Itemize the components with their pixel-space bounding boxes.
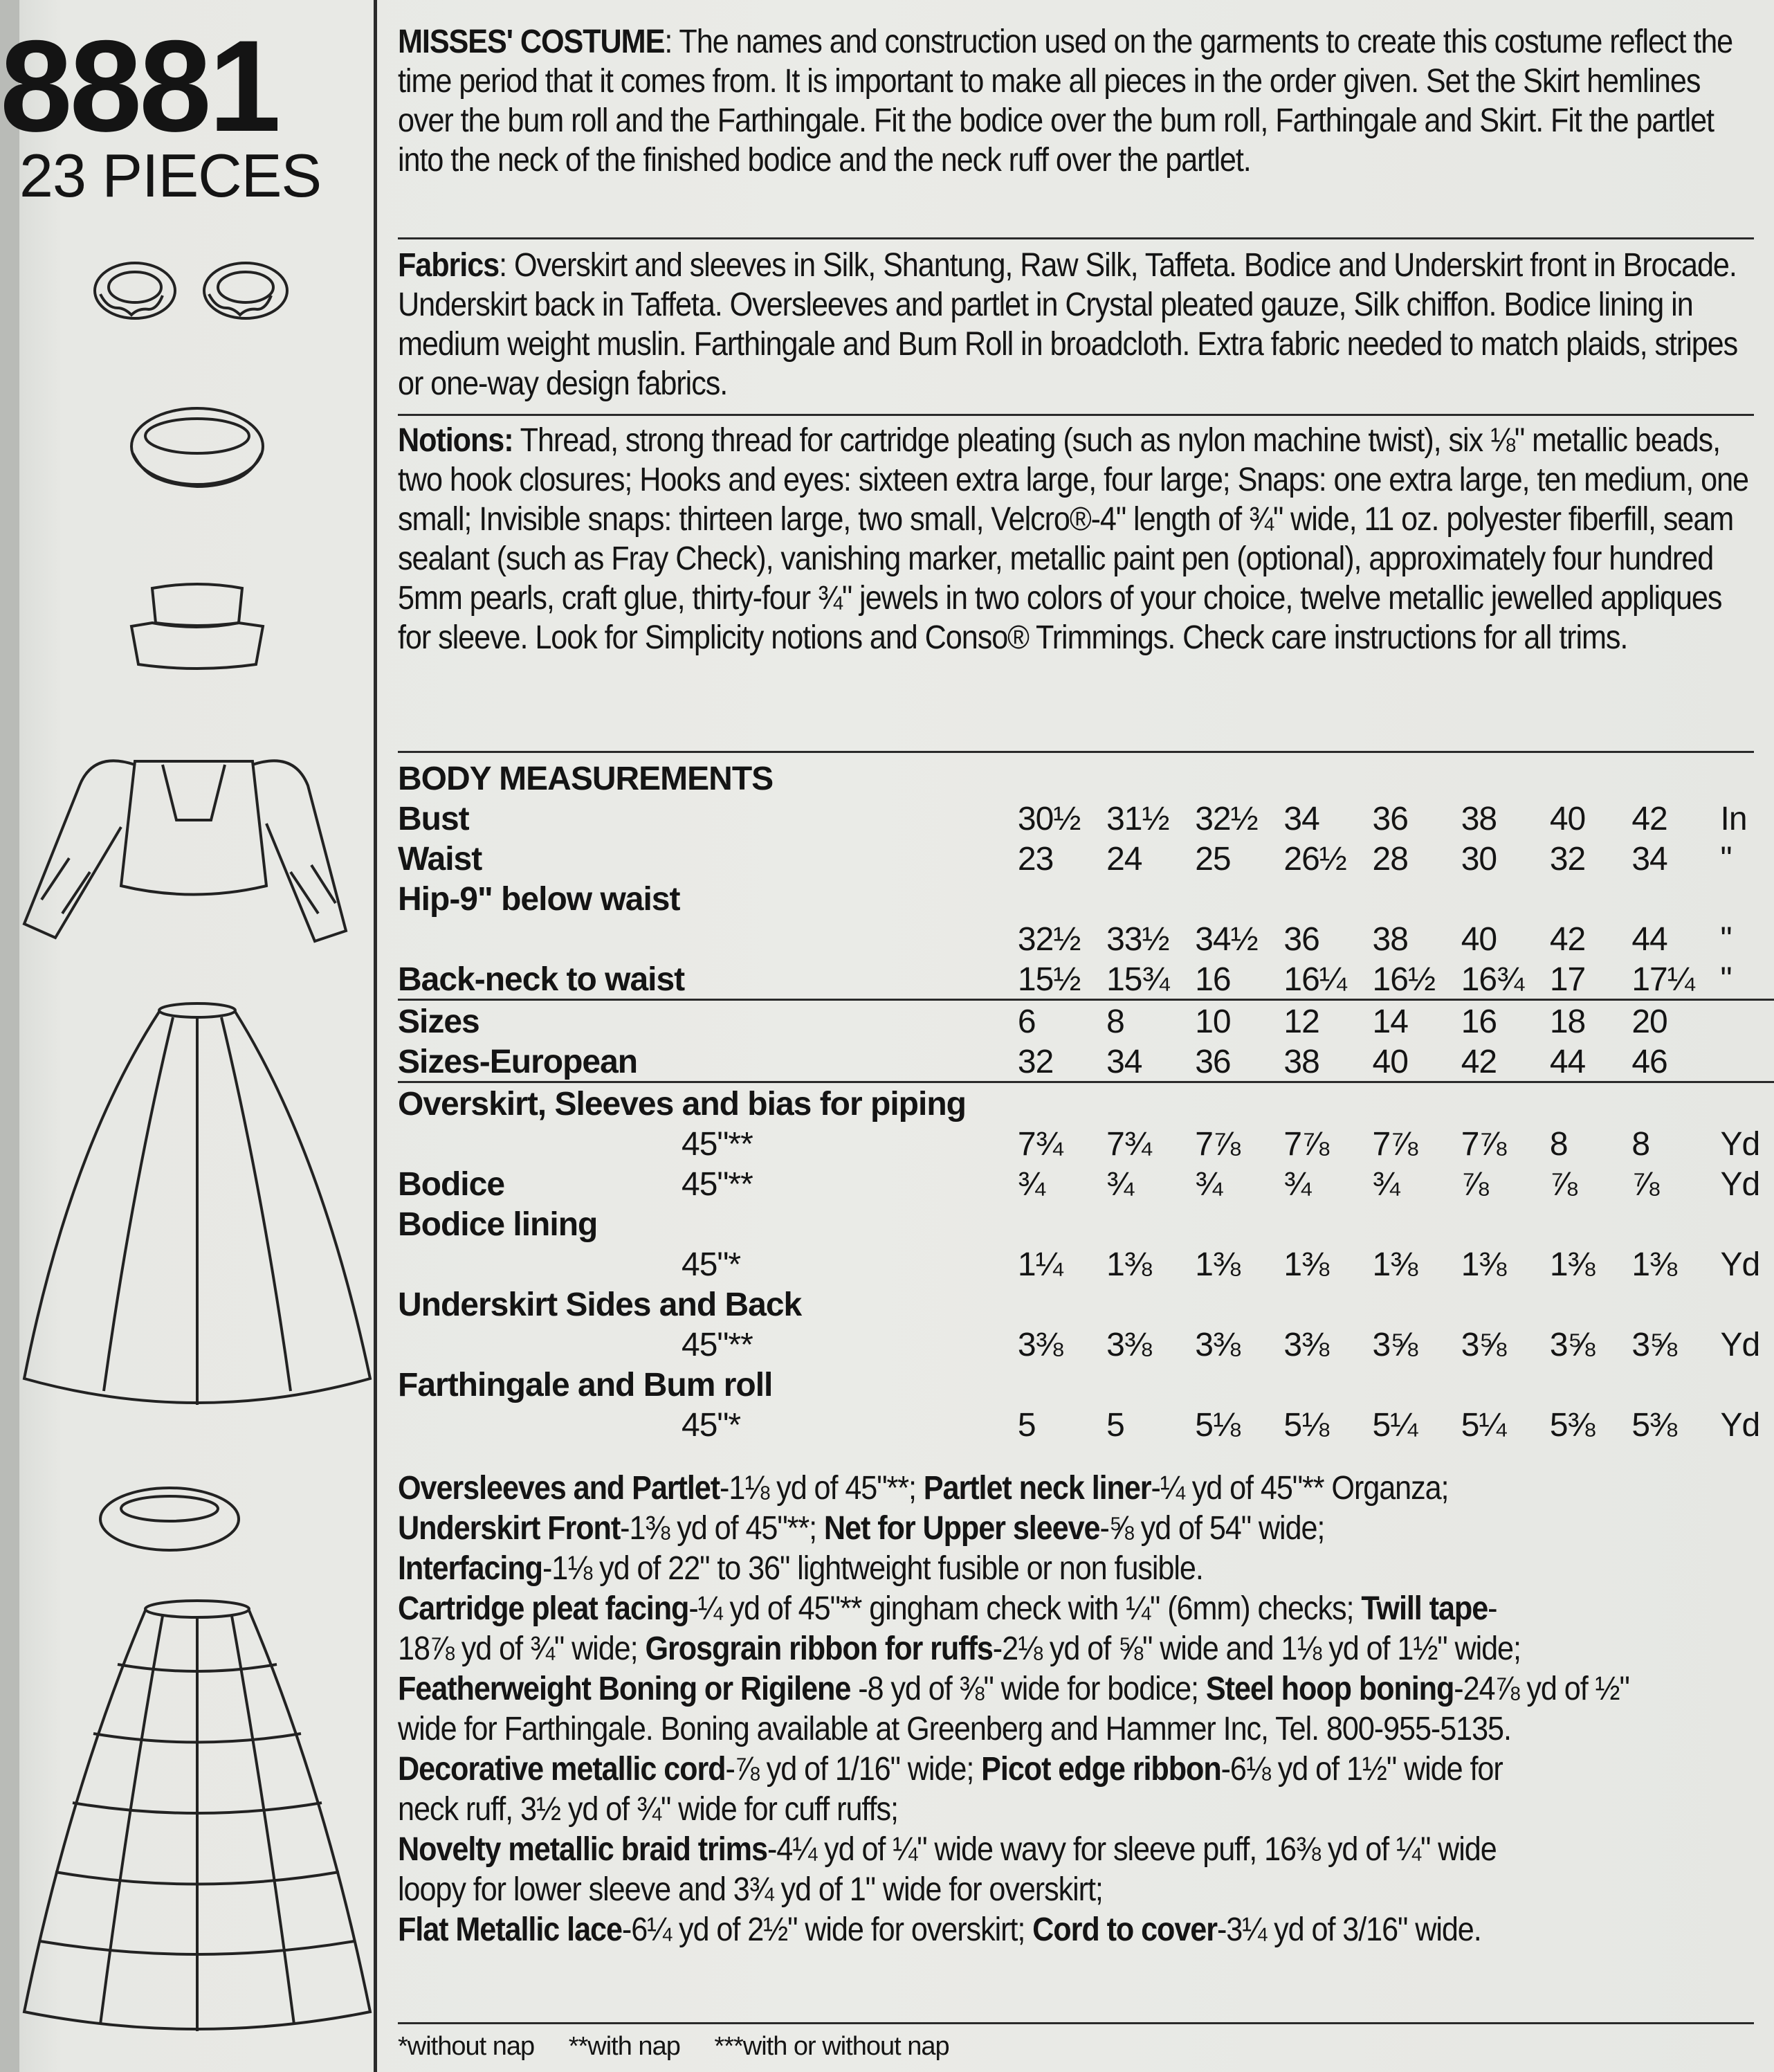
item-name: Cartridge pleat facing	[398, 1590, 689, 1627]
table-cell: 46	[1631, 1044, 1667, 1080]
pattern-number: 8881	[0, 13, 279, 158]
table-cell: 5⅛	[1195, 1407, 1240, 1444]
fabrics-text: : Overskirt and sleeves in Silk, Shantung, Raw Silk, Taffeta. Bodice and Underskirt front in Brocade. Underskirt back in Taffeta. Oversleeves and partlet in Crystal pleated gauze, Silk chiffon. Bodice lining in medium weight muslin. Farthingale and Bum Roll in broadcloth. Extra fabric needed to match plaids, stripes or one-way design fabrics.	[398, 247, 1738, 402]
table-cell: 5¼	[1372, 1407, 1418, 1444]
table-cell: 1⅜	[1195, 1246, 1240, 1283]
table-cell: 32½	[1017, 921, 1081, 958]
table-cell: 18	[1549, 1003, 1586, 1040]
notion-line	[398, 1469, 1755, 1509]
notion-line	[398, 1709, 1755, 1750]
unit-cell: "	[1720, 921, 1732, 958]
table-cell: 7⅞	[1195, 1126, 1240, 1163]
item-detail: -24⅞ yd of ½"	[1454, 1671, 1629, 1707]
table-cell: 30	[1461, 841, 1497, 878]
unit-cell: Yd	[1720, 1166, 1760, 1203]
table-row	[398, 1244, 1774, 1284]
table-row	[398, 1082, 1774, 1124]
table-cell: 5¼	[1461, 1407, 1506, 1444]
row-label: Back-neck to waist	[398, 961, 685, 998]
table-cell: 16½	[1372, 961, 1435, 998]
footnote: *without nap	[398, 2032, 535, 2061]
item-detail: -3¼ yd of 3/16" wide.	[1216, 1911, 1481, 1948]
table-cell: 8	[1631, 1126, 1650, 1163]
notions-extras	[398, 1469, 1761, 1950]
item-detail: -8 yd of ⅜" wide for bodice;	[850, 1671, 1206, 1707]
notions-text: Thread, strong thread for cartridge pleating (such as nylon machine twist), six ⅛" metallic beads, two hook closures; Hooks and eyes: sixteen extra large, four large; Snaps: one extra large, ten medium, one small; Invisible snaps: thirteen large, two small, Velcro®-4" length of ¾" wide, 11 oz. polyester fiberfill, seam sealant (such as Fray Check), vanishing marker, metallic paint pen (optional), approximately four hundred 5mm pearls, craft glue, thirty-four ¾" jewels in two colors of your choice, twelve metallic jewelled appliques for sleeve. Look for Simplicity notions and Conso® Trimmings. Check care instructions for all trims.	[398, 422, 1748, 656]
intro-section	[398, 22, 1761, 180]
table-row	[398, 1324, 1774, 1364]
table-cell: 15¾	[1106, 961, 1169, 998]
table-cell: ¾	[1283, 1166, 1311, 1203]
row-label: Bust	[398, 801, 469, 837]
table-cell: 1⅜	[1549, 1246, 1595, 1283]
table-cell: 42	[1461, 1044, 1497, 1080]
item-name: Partlet neck liner	[923, 1470, 1151, 1507]
row-label: Underskirt Sides and Back	[398, 1287, 802, 1323]
neck-ruff-illustration	[14, 398, 374, 502]
item-detail: -1⅜ yd of 45"**;	[620, 1510, 824, 1547]
item-name: Underskirt Front	[398, 1510, 621, 1547]
table-cell: ¾	[1017, 1166, 1045, 1203]
table-row	[398, 958, 1774, 1000]
table-cell: 32	[1549, 841, 1586, 878]
table-cell: 3⅝	[1631, 1327, 1677, 1363]
divider	[398, 414, 1754, 416]
item-detail: -4¼ yd of ¼" wide wavy for sleeve puff, 16⅜ yd of ¼" wide	[767, 1831, 1497, 1868]
table-row	[398, 758, 1774, 798]
table-cell: 25	[1195, 841, 1231, 878]
notion-line	[398, 1669, 1755, 1709]
notion-line	[398, 1790, 1755, 1830]
table-cell: 17	[1549, 961, 1586, 998]
table-cell: 16¼	[1283, 961, 1346, 998]
unit-cell: Yd	[1720, 1327, 1760, 1363]
table-cell: 3⅜	[1283, 1327, 1329, 1363]
table-row	[398, 1404, 1774, 1444]
table-cell: 5	[1106, 1407, 1124, 1444]
table-cell: 1⅜	[1372, 1246, 1418, 1283]
table-cell: 28	[1372, 841, 1408, 878]
item-detail: -¼ yd of 45"** gingham check with ¼" (6mm) checks;	[688, 1590, 1362, 1627]
table-row	[398, 1163, 1774, 1203]
unit-cell: Yd	[1720, 1246, 1760, 1283]
item-detail: -⅝ yd of 54" wide;	[1099, 1510, 1325, 1547]
table-cell: 38	[1461, 801, 1497, 837]
table-cell: 5⅜	[1549, 1407, 1595, 1444]
table-cell: ¾	[1106, 1166, 1134, 1203]
table-cell: 1⅜	[1283, 1246, 1329, 1283]
item-name: Grosgrain ribbon for ruffs	[645, 1630, 993, 1667]
table-cell: ⅞	[1631, 1166, 1659, 1203]
table-cell: 26½	[1283, 841, 1346, 878]
item-name: Oversleeves and Partlet	[398, 1470, 720, 1507]
notion-line	[398, 1750, 1755, 1790]
table-cell: 34½	[1195, 921, 1258, 958]
fabric-width: 45"**	[682, 1166, 753, 1203]
item-detail: -1⅛ yd of 45"**;	[720, 1470, 924, 1507]
table-cell: 36	[1195, 1044, 1231, 1080]
table-row	[398, 798, 1774, 838]
table-cell: 36	[1372, 801, 1408, 837]
table-cell: 7⅞	[1283, 1126, 1329, 1163]
table-cell: 32½	[1195, 801, 1258, 837]
footnote: **with nap	[568, 2032, 680, 2061]
unit-cell: Yd	[1720, 1126, 1760, 1163]
row-label: Bodice lining	[398, 1206, 598, 1243]
table-cell: 32	[1017, 1044, 1054, 1080]
table-cell: 38	[1372, 921, 1408, 958]
table-row	[398, 1041, 1774, 1082]
table-cell: 8	[1106, 1003, 1124, 1040]
item-name: Cord to cover	[1032, 1911, 1217, 1948]
fabrics-title: Fabrics	[398, 247, 500, 284]
divider	[398, 237, 1754, 239]
table-cell: 34	[1106, 1044, 1142, 1080]
fabric-width: 45"*	[682, 1407, 741, 1444]
table-cell: 40	[1372, 1044, 1408, 1080]
table-row	[398, 1364, 1774, 1404]
table-cell: 7¾	[1017, 1126, 1063, 1163]
table-cell: 24	[1106, 841, 1142, 878]
partlet-illustration	[14, 578, 374, 675]
notion-line	[398, 1629, 1755, 1669]
item-name: Interfacing	[398, 1550, 542, 1587]
table-cell: 17¼	[1631, 961, 1694, 998]
item-detail: -⅞ yd of 1/16" wide;	[725, 1751, 982, 1788]
table-cell: 16	[1461, 1003, 1497, 1040]
table-cell: 34	[1283, 801, 1319, 837]
table-cell: 30½	[1017, 801, 1081, 837]
item-name: Steel hoop boning	[1205, 1671, 1454, 1707]
table-cell: 3⅜	[1106, 1327, 1151, 1363]
table-cell: 6	[1017, 1003, 1036, 1040]
table-cell: 15½	[1017, 961, 1081, 998]
notion-line	[398, 1910, 1755, 1950]
item-detail: -6⅛ yd of 1½" wide for	[1220, 1751, 1503, 1788]
table-cell: 42	[1549, 921, 1586, 958]
divider	[398, 751, 1754, 753]
unit-cell: In	[1720, 801, 1747, 837]
table-cell: 7⅞	[1372, 1126, 1418, 1163]
table-cell: 42	[1631, 801, 1667, 837]
heading: BODY MEASUREMENTS	[398, 761, 774, 797]
fabric-width: 45"**	[682, 1327, 753, 1363]
item-detail: -1⅛ yd of 22" to 36" lightweight fusible or non fusible.	[542, 1550, 1203, 1587]
table-cell: 36	[1283, 921, 1319, 958]
fabric-width: 45"*	[682, 1246, 741, 1283]
item-name: Featherweight Boning or Rigilene	[398, 1671, 851, 1707]
bodice-illustration	[14, 734, 374, 948]
item-detail: -2⅛ yd of ⅝" wide and 1⅛ yd of 1½" wide;	[992, 1630, 1521, 1667]
table-cell: 14	[1372, 1003, 1408, 1040]
table-cell: 5⅜	[1631, 1407, 1677, 1444]
table-cell: 7⅞	[1461, 1126, 1506, 1163]
table-cell: 3⅝	[1372, 1327, 1418, 1363]
notion-line	[398, 1509, 1755, 1549]
footnotes	[398, 2032, 977, 2062]
row-label: Sizes-European	[398, 1044, 638, 1080]
unit-cell: Yd	[1720, 1407, 1760, 1444]
table-row	[398, 1000, 1774, 1042]
table-cell: 44	[1631, 921, 1667, 958]
divider	[398, 2022, 1754, 2024]
table-cell: 5⅛	[1283, 1407, 1329, 1444]
item-detail: 18⅞ yd of ¾" wide;	[398, 1630, 646, 1667]
piece-count: 23 PIECES	[19, 141, 322, 210]
unit-cell	[1720, 1041, 1774, 1082]
unit-cell: "	[1720, 841, 1732, 878]
notions-title: Notions:	[398, 422, 513, 459]
notion-line	[398, 1830, 1755, 1870]
bum-roll-illustration	[14, 1478, 374, 1561]
table-row	[398, 1203, 1774, 1244]
table-cell: 20	[1631, 1003, 1667, 1040]
row-label: Waist	[398, 841, 482, 878]
item-detail: -	[1488, 1590, 1497, 1627]
table-cell: 8	[1549, 1126, 1568, 1163]
column-divider	[374, 0, 377, 2072]
table-cell: ⅞	[1461, 1166, 1488, 1203]
notion-line	[398, 1549, 1755, 1589]
table-cell: 7¾	[1106, 1126, 1151, 1163]
table-cell: 40	[1549, 801, 1586, 837]
row-label: Sizes	[398, 1003, 479, 1040]
item-name: Twill tape	[1361, 1590, 1488, 1627]
cuff-ruffs-illustration	[14, 246, 374, 336]
item-detail: neck ruff, 3½ yd of ¾" wide for cuff ruffs;	[398, 1791, 898, 1828]
notions-section	[398, 421, 1761, 657]
row-label: Bodice	[398, 1166, 505, 1203]
table-row	[398, 838, 1774, 878]
table-cell: 1⅜	[1461, 1246, 1506, 1283]
table-row	[398, 1284, 1774, 1324]
notion-line	[398, 1589, 1755, 1629]
table-cell: 40	[1461, 921, 1497, 958]
table-cell: 12	[1283, 1003, 1319, 1040]
table-cell: 38	[1283, 1044, 1319, 1080]
intro-title: MISSES' COSTUME	[398, 24, 665, 60]
item-name: Decorative metallic cord	[398, 1751, 726, 1788]
measurements-table	[398, 758, 1774, 1444]
table-cell: 10	[1195, 1003, 1231, 1040]
item-detail: wide for Farthingale. Boning available at Greenberg and Hammer Inc, Tel. 800-955-5135.	[398, 1711, 1511, 1747]
table-cell: 44	[1549, 1044, 1586, 1080]
table-row	[398, 878, 1774, 918]
item-name: Flat Metallic lace	[398, 1911, 622, 1948]
farthingale-illustration	[14, 1595, 374, 2038]
intro-text: : The names and construction used on the garments to create this costume reflect the time period that it comes from. It is important to make all pieces in the order given. Set the Skirt hemlines over the bum roll and the Farthingale. Fit the bodice over the bum roll, Farthingale and Skirt. Fit the partlet into the neck of the finished bodice and the neck ruff over the partlet.	[398, 24, 1733, 179]
item-name: Picot edge ribbon	[981, 1751, 1221, 1788]
table-row	[398, 918, 1774, 958]
fabrics-section	[398, 246, 1761, 403]
table-cell: 3⅜	[1017, 1327, 1063, 1363]
unit-cell	[1720, 1000, 1774, 1042]
table-cell: 3⅝	[1461, 1327, 1506, 1363]
fabric-width: 45"**	[682, 1126, 753, 1163]
table-cell: 16	[1195, 961, 1231, 998]
overskirt-illustration	[14, 997, 374, 1405]
row-label: Farthingale and Bum roll	[398, 1367, 773, 1403]
table-cell: 34	[1631, 841, 1667, 878]
notion-line	[398, 1870, 1755, 1910]
table-cell: 23	[1017, 841, 1054, 878]
item-name: Net for Upper sleeve	[823, 1510, 1100, 1547]
table-cell: 5	[1017, 1407, 1036, 1444]
item-detail: -6¼ yd of 2½" wide for overskirt;	[621, 1911, 1033, 1948]
table-cell: ¾	[1372, 1166, 1400, 1203]
table-cell: 3⅝	[1549, 1327, 1595, 1363]
item-detail: -¼ yd of 45"** Organza;	[1151, 1470, 1449, 1507]
footnote: ***with or without nap	[714, 2032, 949, 2061]
table-cell: 3⅜	[1195, 1327, 1240, 1363]
table-cell: 33½	[1106, 921, 1169, 958]
table-row	[398, 1123, 1774, 1163]
table-cell: 1⅜	[1631, 1246, 1677, 1283]
table-cell: 31½	[1106, 801, 1169, 837]
item-name: Novelty metallic braid trims	[398, 1831, 767, 1868]
table-cell: ¾	[1195, 1166, 1223, 1203]
table-cell: 1¼	[1017, 1246, 1063, 1283]
table-cell: 1⅜	[1106, 1246, 1151, 1283]
item-detail: loopy for lower sleeve and 3¾ yd of 1" wide for overskirt;	[398, 1871, 1103, 1908]
table-cell: ⅞	[1549, 1166, 1577, 1203]
row-label: Overskirt, Sleeves and bias for piping	[398, 1086, 966, 1123]
table-cell: 16¾	[1461, 961, 1524, 998]
row-label: Hip-9" below waist	[398, 881, 680, 918]
unit-cell: "	[1720, 961, 1732, 998]
